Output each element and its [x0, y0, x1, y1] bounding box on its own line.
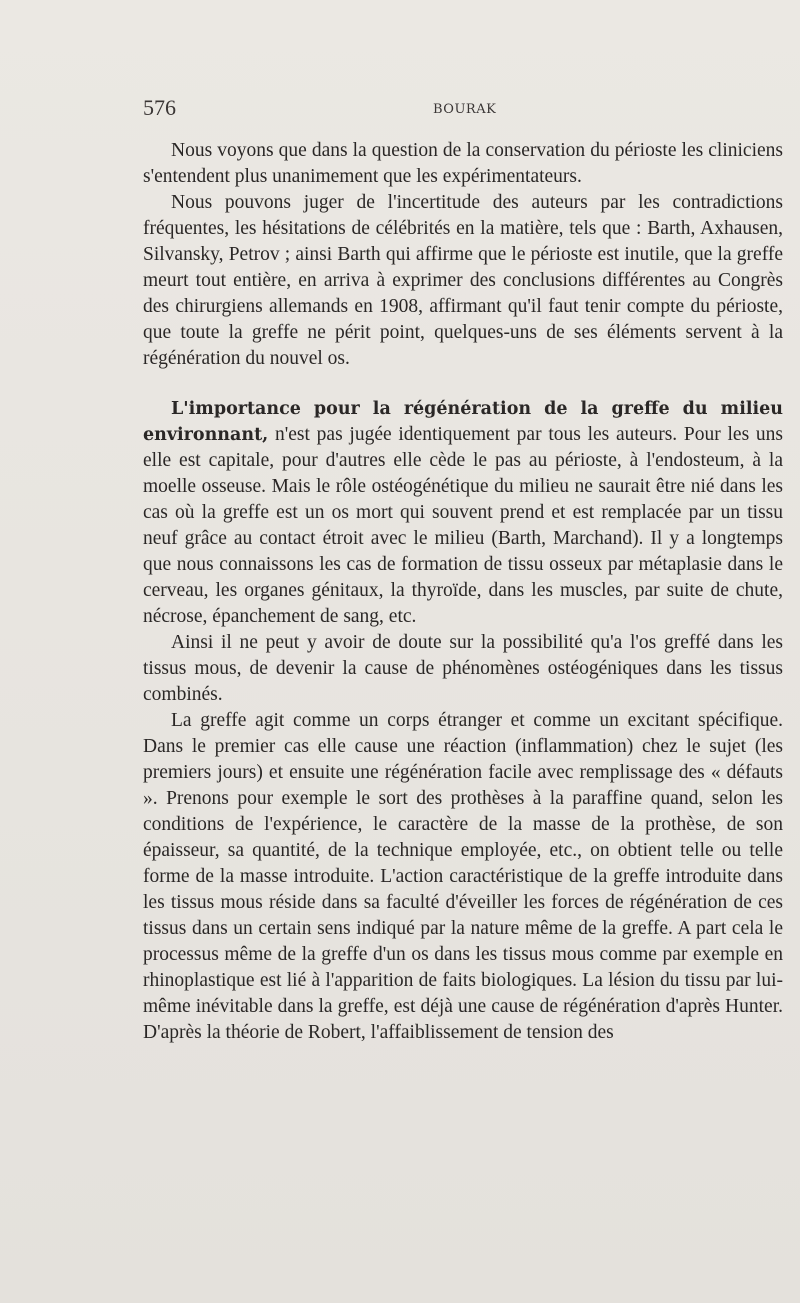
paragraph: Nous pouvons juger de l'incertitude des auteurs par les contradictions fréquentes, les hésitations de célébrités en la matière, tels que : Barth, Axhausen, Silvansky, Petrov ; ainsi Barth qui affirme que le périoste est inutile, que la greffe meurt tout entière, en arriva à exprimer des conclusions différentes au Congrès des chirurgiens allemands en 1908, affirmant qu'il faut tenir compte du périoste, que toute la greffe ne périt point, quelques-uns de ses éléments servent à la régénération du nouvel os. — [143, 192, 783, 369]
paragraph-body: n'est pas jugée identiquement par tous les auteurs. Pour les uns elle est capitale, pour d'autres elle cède le pas au périoste, à l'endosteum, à la moelle osseuse. Mais le rôle ostéogénétique du milieu ne saurait être nié dans les cas où la greffe est un os mort qui souvent prend et est remplacée par un tissu neuf grâce au contact étroit avec le milieu (Barth, Marchand). Il y a longtemps que nous connaissons les cas de formation de tissu osseux par métaplasie dans le cerveau, les organes génitaux, la thyroïde, dans les muscles, par suite de chute, nécrose, épanchement de sang, etc. — [143, 424, 783, 627]
page-header — [143, 95, 783, 125]
paragraph: La greffe agit comme un corps étranger et comme un excitant spécifique. Dans le premier cas elle cause une réaction (inflammation) chez le sujet (les premiers jours) et ensuite une régénération facile avec remplissage des « défauts ». Prenons pour exemple le sort des prothèses à la paraffine quand, selon les conditions de l'expérience, le caractère de la masse de la prothèse, de son épaisseur, sa quantité, de la technique employée, etc., on obtient telle ou telle forme de la masse introduite. L'action caractéristique de la greffe introduite dans les tissus mous réside dans sa faculté d'éveiller les forces de régénération de ces tissus dans un certain sens indiqué par la nature même de la greffe. A part cela le processus même de la greffe d'un os dans les tissus mous comme par exemple en rhinoplastique est lié à l'apparition de faits biologiques. La lésion du tissu par lui-même inévitable dans la greffe, est déjà une cause de régénération d'après Hunter. D'après la théorie de Robert, l'affaiblissement de tension des — [143, 710, 783, 1043]
paragraph-lead: L'importance pour la régénération de la greffe du milieu environnant, — [143, 399, 783, 445]
paragraph: Ainsi il ne peut y avoir de doute sur la possibilité qu'a l'os greffé dans les tissus mous, de devenir la cause de phénomènes ostéogéniques dans les tissus combinés. — [143, 632, 783, 705]
body-text — [143, 138, 783, 1046]
paragraph — [143, 396, 783, 630]
running-head: BOURAK — [433, 102, 497, 117]
page-number: 576 — [143, 95, 176, 120]
paragraph: Nous voyons que dans la question de la conservation du périoste les cliniciens s'entendent plus unanimement que les expérimentateurs. — [143, 140, 783, 187]
